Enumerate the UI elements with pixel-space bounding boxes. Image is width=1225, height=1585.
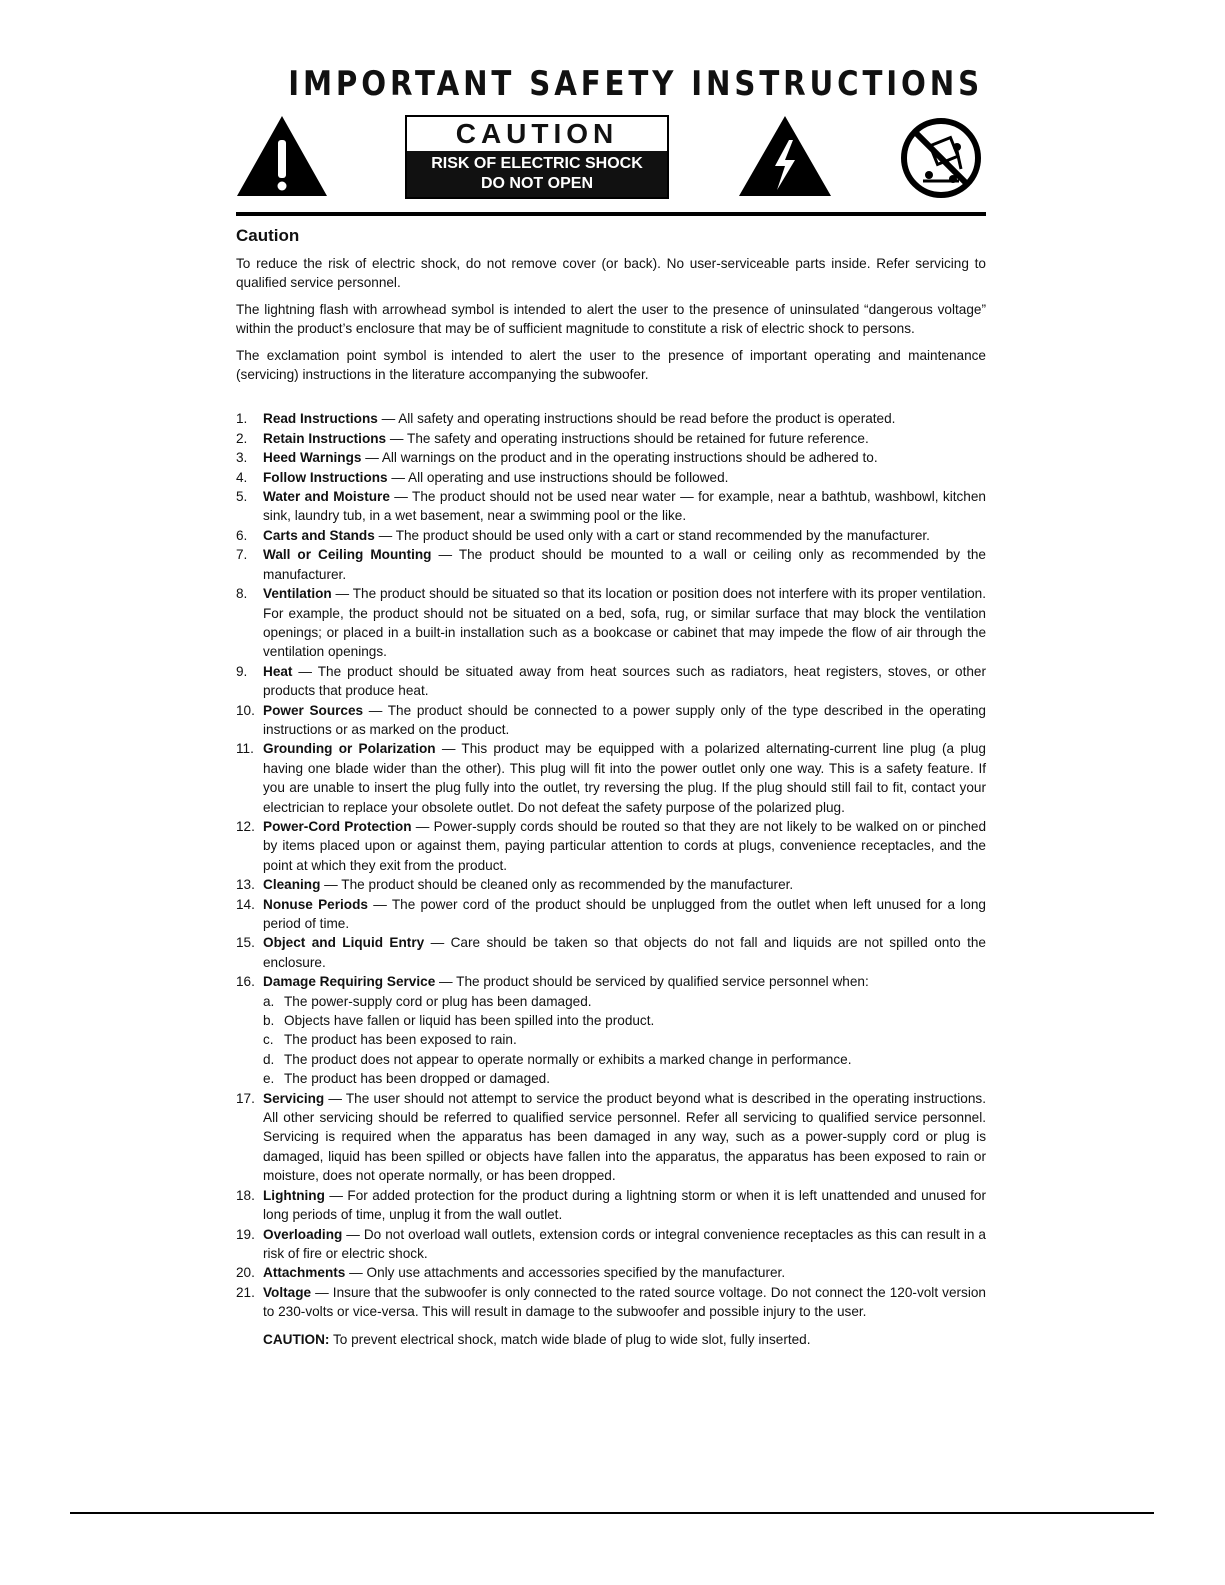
- item-text: — The product should be connected to a power supply only of the type described in the operating instructions or as marked on the product.: [263, 702, 986, 737]
- item-lead: Read Instructions: [263, 411, 378, 427]
- exclamation-paragraph: The exclamation point symbol is intended to alert the user to the presence of important operating and maintenance (servicing) instructions in the literature accompanying the subwoofer.: [236, 347, 986, 383]
- list-item: [236, 487, 986, 526]
- item-lead: Power-Cord Protection: [263, 818, 412, 834]
- item-text: — Power-supply cords should be routed so that they are not likely to be walked on or pinched by items placed upon or against them, paying particular attention to cords at plugs, convenience receptacles, and the point at which they exit from the product.: [263, 818, 986, 873]
- item-lead: Heat: [263, 663, 293, 679]
- lightning-paragraph: The lightning flash with arrowhead symbol is intended to alert the user to the presence of uninsulated “dangerous voltage” within the product’s enclosure that may be of sufficient magnitude to constitute a risk of electric shock to persons.: [236, 301, 986, 337]
- item-lead: Grounding or Polarization: [263, 741, 436, 757]
- item-number: 16.: [236, 974, 255, 990]
- list-item: [236, 584, 986, 662]
- sub-list-item: [263, 1069, 986, 1088]
- caution-warning-band: [407, 151, 667, 197]
- item-lead: Damage Requiring Service: [263, 974, 436, 990]
- sub-item-letter: e.: [263, 1071, 275, 1087]
- item-text: — All safety and operating instructions should be read before the product is operated.: [377, 411, 896, 427]
- page-title: IMPORTANT SAFETY INSTRUCTIONS: [288, 64, 984, 104]
- item-lead: Overloading: [263, 1226, 343, 1242]
- item-lead: Lightning: [263, 1187, 325, 1203]
- caution-note-text: To prevent electrical shock, match wide blade of plug to wide slot, fully inserted.: [329, 1331, 811, 1347]
- item-text: — The user should not attempt to service the product beyond what is described in the operating instructions. All other servicing should be referred to qualified service personnel. Refer all servicing to qualified service personnel. Servicing is required when the apparatus has been damaged in any way, such as a power-supply cord or plug is damaged, liquid has been spilled or objects have fallen into the apparatus, the apparatus has been exposed to rain or moisture, does not operate normally, or has been dropped.: [263, 1090, 986, 1184]
- sub-list-item: [263, 1030, 986, 1049]
- item-text: — The product should be cleaned only as recommended by the manufacturer.: [320, 877, 794, 893]
- header-rule: [236, 212, 986, 216]
- sub-item-letter: b.: [263, 1013, 275, 1029]
- no-cart-tipover-icon: [895, 117, 987, 199]
- list-item: [236, 429, 986, 448]
- intro-paragraph: To reduce the risk of electric shock, do not remove cover (or back). No user-serviceable parts inside. Refer servicing to qualified service personnel.: [236, 256, 986, 291]
- exclamation-warning-icon: [235, 114, 329, 198]
- item-text: — Do not overload wall outlets, extension cords or integral convenience receptacles as this can result in a risk of fire or electric shock.: [263, 1226, 986, 1261]
- list-item: [236, 972, 986, 1088]
- item-number: 10.: [236, 702, 255, 718]
- caution-note: [236, 1330, 986, 1349]
- item-number: 13.: [236, 877, 255, 893]
- item-lead: Cleaning: [263, 877, 321, 893]
- item-number: 15.: [236, 935, 255, 951]
- item-text: — The product should be serviced by qualified service personnel when:: [435, 974, 869, 990]
- list-item: [236, 933, 986, 972]
- item-lead: Object and Liquid Entry: [263, 935, 425, 951]
- item-text: — Care should be taken so that objects do not fall and liquids are not spilled onto the enclosure.: [263, 935, 986, 970]
- item-number: 7.: [236, 547, 248, 563]
- item-number: 9.: [236, 663, 248, 679]
- sub-list-item: [263, 992, 986, 1011]
- sub-item-text: The product has been dropped or damaged.: [284, 1071, 551, 1087]
- sub-item-text: The power-supply cord or plug has been damaged.: [284, 993, 592, 1009]
- caution-label: [405, 115, 669, 199]
- item-lead: Retain Instructions: [263, 430, 387, 446]
- instructions-body: [236, 225, 986, 1349]
- list-item: [236, 1225, 986, 1264]
- list-item: [236, 875, 986, 894]
- list-item: [236, 448, 986, 467]
- item-text: — The product should be situated so that its location or position does not interfere with its proper ventilation. For example, the product should not be situated on a bed, sofa, rug, or similar surface that may block the ventilation openings; or placed in a built-in installation such as a bookcase or cabinet that may impede the flow of air through the ventilation openings.: [263, 586, 986, 660]
- list-item: [236, 817, 986, 875]
- sub-item-letter: a.: [263, 993, 275, 1009]
- item-lead: Ventilation: [263, 586, 332, 602]
- item-text: — All operating and use instructions should be followed.: [387, 469, 729, 485]
- item-text: — The product should not be used near water — for example, near a bathtub, washbowl, kitchen sink, laundry tub, in a wet basement, near a swimming pool or the like.: [263, 489, 986, 524]
- list-item: [236, 662, 986, 701]
- sub-item-letter: c.: [263, 1032, 274, 1048]
- list-item: [236, 409, 986, 428]
- item-lead: Water and Moisture: [263, 489, 390, 505]
- section-heading: Caution: [236, 226, 300, 245]
- item-number: 5.: [236, 489, 248, 505]
- item-text: — For added protection for the product during a lightning storm or when it is left unattended and unused for long periods of time, unplug it from the wall outlet.: [263, 1187, 986, 1223]
- instruction-list: [236, 409, 986, 1321]
- item-number: 8.: [236, 586, 248, 602]
- list-item: [236, 1186, 986, 1225]
- item-lead: Nonuse Periods: [263, 896, 368, 912]
- sub-item-text: Objects have fallen or liquid has been spilled into the product.: [284, 1013, 655, 1029]
- list-item: [236, 468, 986, 487]
- item-text: — Insure that the subwoofer is only connected to the rated source voltage. Do not connect the 120-volt version to 230-volts or vice-versa. This will result in damage to the subwoofer and possible injury to the user.: [263, 1284, 986, 1320]
- list-item: [236, 739, 986, 817]
- item-lead: Voltage: [263, 1284, 312, 1300]
- damage-sublist: [263, 992, 986, 1089]
- item-number: 20.: [236, 1265, 255, 1281]
- item-text: — The product should be used only with a cart or stand recommended by the manufacturer.: [374, 527, 930, 543]
- item-lead: Heed Warnings: [263, 450, 362, 466]
- item-text: — Only use attachments and accessories specified by the manufacturer.: [345, 1265, 786, 1281]
- footer-rule: [70, 1512, 1154, 1514]
- item-number: 18.: [236, 1187, 255, 1203]
- item-lead: Servicing: [263, 1090, 325, 1106]
- item-number: 1.: [236, 411, 248, 427]
- item-number: 14.: [236, 896, 255, 912]
- item-lead: Attachments: [263, 1265, 346, 1281]
- list-item: [236, 545, 986, 584]
- list-item: [236, 526, 986, 545]
- item-lead: Follow Instructions: [263, 469, 388, 485]
- list-item: [236, 895, 986, 934]
- lightning-warning-icon: [737, 114, 833, 198]
- item-text: — All warnings on the product and in the operating instructions should be adhered to.: [361, 450, 878, 466]
- item-text: — The product should be mounted to a wall or ceiling only as recommended by the manufacturer.: [263, 547, 986, 582]
- item-number: 21.: [236, 1284, 255, 1300]
- sub-list-item: [263, 1050, 986, 1069]
- item-number: 6.: [236, 527, 248, 543]
- caution-note-label: CAUTION:: [263, 1331, 330, 1347]
- sub-item-text: The product has been exposed to rain.: [284, 1032, 517, 1048]
- list-item: [236, 1283, 986, 1322]
- list-item: [236, 1263, 986, 1282]
- item-lead: Carts and Stands: [263, 527, 375, 543]
- sub-item-text: The product does not appear to operate normally or exhibits a marked change in performance.: [284, 1051, 852, 1067]
- item-number: 11.: [236, 741, 254, 757]
- item-text: — The safety and operating instructions should be retained for future reference.: [386, 430, 869, 446]
- caution-line-1: RISK OF ELECTRIC SHOCK: [431, 155, 643, 172]
- item-text: — The product should be situated away from heat sources such as radiators, heat registers, stoves, or other products that produce heat.: [263, 663, 986, 699]
- caution-heading: CAUTION: [455, 118, 619, 149]
- list-item: [236, 1089, 986, 1186]
- list-item: [236, 701, 986, 740]
- item-number: 2.: [236, 430, 248, 446]
- caution-line-2: DO NOT OPEN: [480, 175, 593, 192]
- item-number: 3.: [236, 450, 248, 466]
- item-text: — This product may be equipped with a polarized alternating-current line plug (a plug having one blade wider than the other). This plug will fit into the power outlet only one way. This is a safety feature. If you are unable to insert the plug fully into the outlet, try reversing the plug. If the plug should still fail to fit, contact your electrician to replace your obsolete outlet. Do not defeat the safety purpose of the polarized plug.: [263, 741, 986, 815]
- item-text: — The power cord of the product should be unplugged from the outlet when left unused for a long period of time.: [263, 896, 986, 931]
- sub-list-item: [263, 1011, 986, 1030]
- item-lead: Wall or Ceiling Mounting: [263, 547, 432, 563]
- item-lead: Power Sources: [263, 702, 364, 718]
- item-number: 12.: [236, 818, 255, 834]
- item-number: 4.: [236, 469, 248, 485]
- item-number: 17.: [236, 1090, 255, 1106]
- item-number: 19.: [236, 1226, 255, 1242]
- sub-item-letter: d.: [263, 1051, 275, 1067]
